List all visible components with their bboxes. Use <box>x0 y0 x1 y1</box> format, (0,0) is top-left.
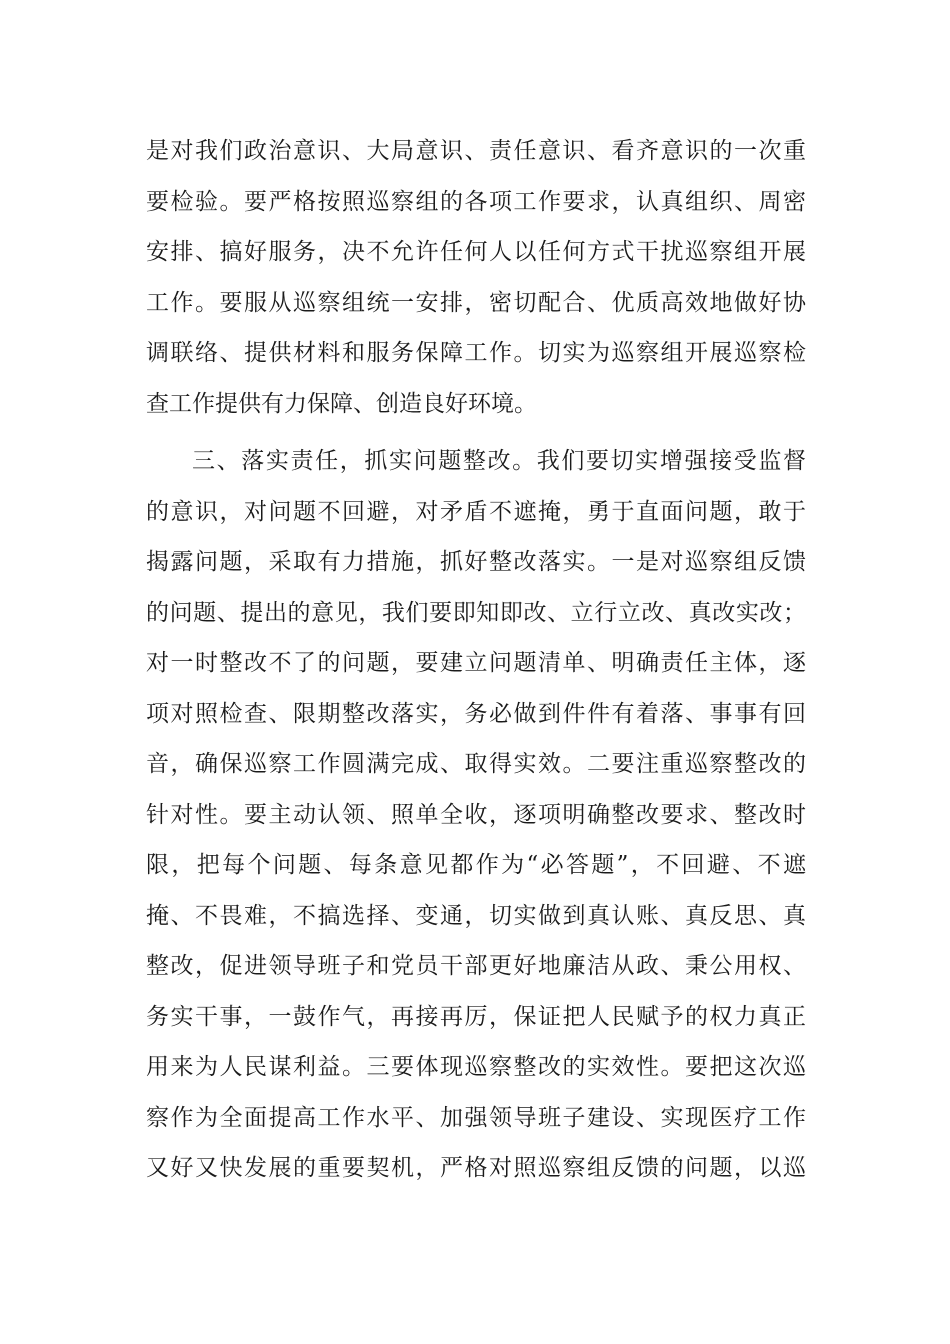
paragraph-line: 针对性。要主动认领、照单全收，逐项明确整改要求、整改时 <box>146 801 806 828</box>
paragraph-line: 要检验。要严格按照巡察组的各项工作要求，认真组织、周密 <box>146 188 806 215</box>
paragraph-line: 用来为人民谋利益。三要体现巡察整改的实效性。要把这次巡 <box>146 1054 806 1080</box>
paragraph-line: 的问题、提出的意见，我们要即知即改、立行立改、真改实改； <box>146 599 806 626</box>
paragraph-line: 安排、搞好服务，决不允许任何人以任何方式干扰巡察组开展 <box>146 239 806 265</box>
paragraph-heading-line: 三、落实责任，抓实问题整改。我们要切实增强接受监督 <box>192 448 806 474</box>
paragraph-line: 项对照检查、限期整改落实，务必做到件件有着落、事事有回 <box>146 700 806 727</box>
paragraph-line: 查工作提供有力保障、创造良好环境。 <box>146 390 537 417</box>
paragraph-line: 工作。要服从巡察组统一安排，密切配合、优质高效地做好协 <box>146 289 806 316</box>
paragraph-line: 音，确保巡察工作圆满完成、取得实效。二要注重巡察整改的 <box>146 751 806 777</box>
paragraph-line: 察作为全面提高工作水平、加强领导班子建设、实现医疗工作 <box>146 1104 806 1131</box>
paragraph-line: 整改，促进领导班子和党员干部更好地廉洁从政、秉公用权、 <box>146 953 806 979</box>
paragraph-line: 务实干事，一鼓作气，再接再厉，保证把人民赋予的权力真正 <box>146 1003 806 1030</box>
paragraph-line: 对一时整改不了的问题，要建立问题清单、明确责任主体，逐 <box>146 650 806 676</box>
paragraph-line: 掩、不畏难，不搞选择、变通，切实做到真认账、真反思、真 <box>146 902 806 929</box>
paragraph-line: 又好又快发展的重要契机，严格对照巡察组反馈的问题，以巡 <box>146 1155 806 1181</box>
paragraph-line: 调联络、提供材料和服务保障工作。切实为巡察组开展巡察检 <box>146 340 806 366</box>
paragraph-line: 限，把每个问题、每条意见都作为“必答题”，不回避、不遮 <box>146 852 806 878</box>
paragraph-1 <box>146 126 806 429</box>
paragraph-line: 揭露问题，采取有力措施，抓好整改落实。一是对巡察组反馈 <box>146 549 806 575</box>
paragraph-line: 是对我们政治意识、大局意识、责任意识、看齐意识的一次重 <box>146 138 806 164</box>
paragraph-2 <box>146 436 806 1194</box>
paragraph-line: 的意识，对问题不回避，对矛盾不遮掩，勇于直面问题，敢于 <box>146 498 806 525</box>
